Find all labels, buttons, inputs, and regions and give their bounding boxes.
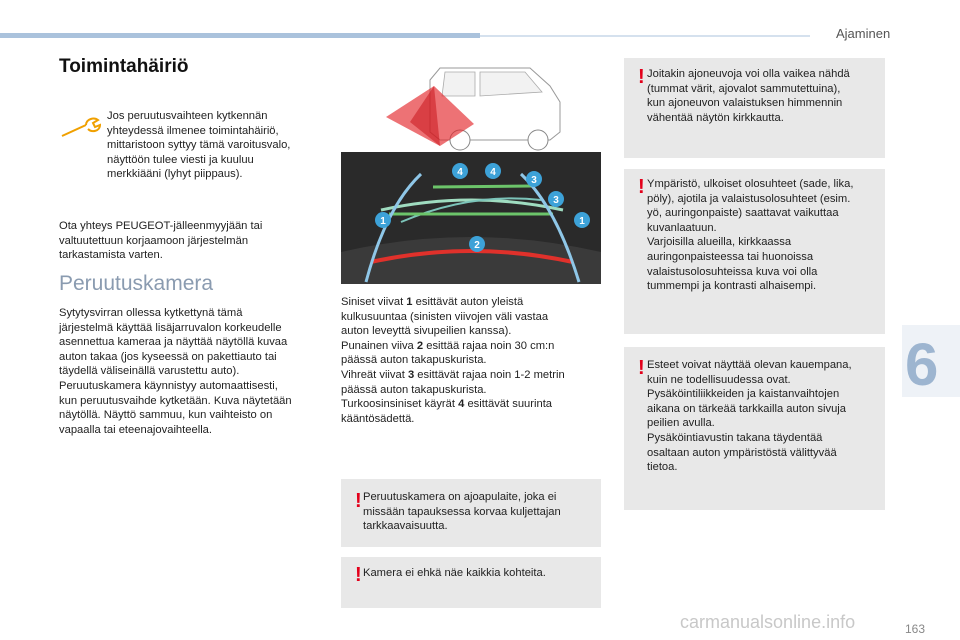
- camera-description: Sytytysvirran ollessa kytkettynä tämä järjestelmä käyttää lisäjarruvalon korkeudelle asennettua kameraa ja näyttää näytöllä kuvaa auton takaa (jos kyseessä on pakettiauto tai täydellä väliseinällä varustettu auto). Peruutuskamera käynnistyy automaattisesti, kun peruutusvaihde kytketään. Kuva näytetään näytöllä. Näyttö sammuu, kun vaihteisto on vapaalla tai eteenajovaihteella.: [59, 307, 292, 436]
- warning-box-visibility: [341, 557, 601, 608]
- label-4-left: 4: [457, 167, 463, 178]
- page-number: 163: [905, 622, 926, 636]
- label-2: 2: [474, 240, 480, 251]
- warning-box-dimmer: [624, 58, 885, 158]
- fault-heading: Toimintahäiriö: [59, 56, 189, 77]
- warning-icon: !: [638, 66, 645, 88]
- warning-text: Esteet voivat näyttää olevan kauempana, kuin ne todellisuudessa ovat. Pysäköintiliikkeiden ja kaistanvaihtojen aikana on tärkeää tarkkailla auton sivuja peilien avulla. Pysäköintiavustin takana täydentää osaltaan auton ympäristöstä välittyvää tietoa.: [647, 359, 852, 474]
- label-3-top: 3: [531, 175, 537, 186]
- warning-icon: !: [355, 564, 362, 586]
- van-illustration: [380, 62, 565, 156]
- dealer-contact-text: Ota yhteys PEUGEOT-jälleenmyyjään tai valtuutettuun korjaamoon järjestelmän tarkastamista varten.: [59, 220, 263, 262]
- warning-text: Ympäristö, ulkoiset olosuhteet (sade, lika, pöly), ajotila ja valaistusolosuhteet (esim. yö, auringonpaiste) saattavat vaikuttaa kuvanlaatuun. Varjoisilla alueilla, kirkkaassa auringonpaisteessa tai huonoissa valaistusolosuhteissa kuva voi olla tummempi ja kontrasti alhaisempi.: [647, 178, 854, 293]
- section-title: Ajaminen: [836, 26, 891, 41]
- label-1-right: 1: [579, 216, 585, 227]
- header-bar-thin: [480, 35, 810, 37]
- label-4-right: 4: [490, 167, 496, 178]
- warning-text: Peruutuskamera on ajoapulaite, joka ei missään tapauksessa korvaa kuljettajan tarkkaavaisuutta.: [363, 491, 561, 533]
- chapter-number: 6: [905, 331, 939, 398]
- warning-icon: !: [638, 357, 645, 379]
- warning-box-conditions: [624, 169, 885, 334]
- warning-box-assist: [341, 479, 601, 547]
- wrench-icon: [60, 116, 102, 140]
- warning-icon: !: [355, 490, 362, 512]
- warning-icon: !: [638, 176, 645, 198]
- guide-lines-description: Siniset viivat 1 esittävät auton yleistä kulkusuuntaa (sinisten viivojen väli vastaa auton leveyttä sivupeilien kanssa). Punainen viiva 2 esittää rajaa noin 30 cm:n päässä auton takapuskurista. Vihreät viivat 3 esittävät rajaa noin 1-2 metrin päässä auton takapuskurista. Turkoosinsiniset käyrät 4 esittävät suurinta kääntösädettä.: [341, 296, 565, 425]
- fault-description: Jos peruutusvaihteen kytkennän yhteydessä ilmenee toimintahäiriö, mittaristoon syttyy tämä varoitusvalo, näyttöön tulee viesti ja kuuluu merkkiääni (lyhyt piippaus).: [107, 110, 291, 181]
- warning-box-distance: [624, 347, 885, 510]
- camera-display: [341, 152, 601, 284]
- header-bar: [0, 33, 480, 38]
- label-1-left: 1: [380, 216, 386, 227]
- warning-text: Joitakin ajoneuvoja voi olla vaikea nähdä (tummat värit, ajovalot sammutettuina), kun ajoneuvon valaistuksen himmennin vähentää näytön kirkkautta.: [647, 68, 850, 124]
- watermark: carmanualsonline.info: [680, 612, 856, 632]
- label-3-bottom: 3: [553, 195, 559, 206]
- camera-heading: Peruutuskamera: [59, 272, 214, 295]
- warning-text: Kamera ei ehkä näe kaikkia kohteita.: [363, 567, 546, 579]
